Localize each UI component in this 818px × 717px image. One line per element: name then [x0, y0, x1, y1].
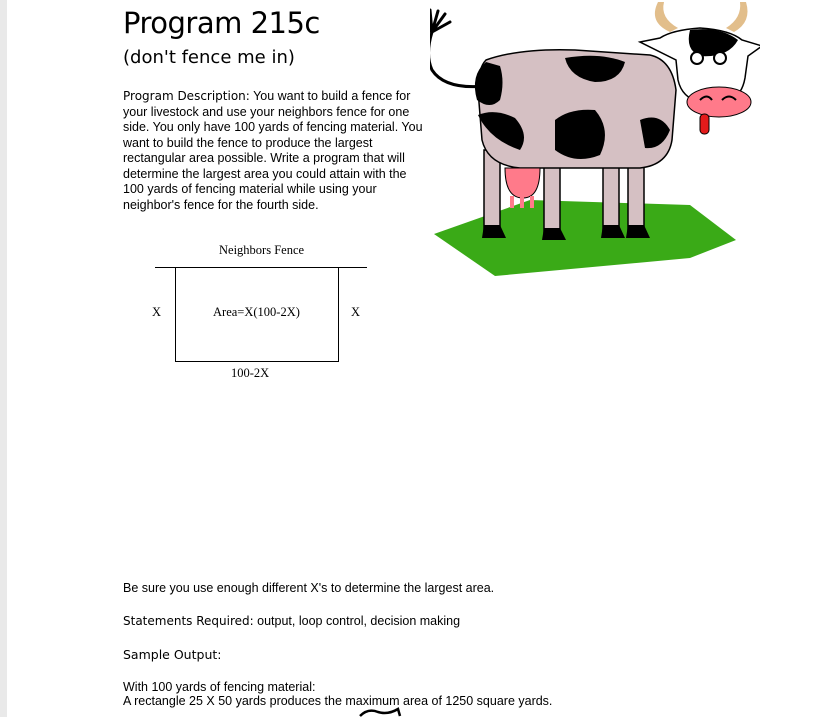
page-subtitle: (don't fence me in)	[123, 47, 295, 68]
cow-illustration	[430, 0, 760, 285]
description-text: You want to build a fence for your livestock and use your neighbors fence for one side. You only have 100 yards of fencing material. You want to build the fence to produce the largest rectangular area possible. Write a program that will determine the largest area you could attain with the 100 yards of fencing material while using your neighbor's fence for the fourth side.	[123, 89, 423, 212]
sample-output-line-2: A rectangle 25 X 50 yards produces the maximum area of 1250 square yards.	[123, 694, 553, 708]
cow-body	[475, 50, 676, 168]
page-edge	[0, 0, 7, 717]
left-side-label: X	[152, 305, 162, 319]
statements-text: output, loop control, decision making	[253, 614, 461, 628]
description-label: Program Description:	[123, 89, 250, 103]
page-title: Program 215c	[123, 6, 320, 40]
program-description	[123, 89, 423, 213]
statements-label: Statements Required:	[123, 614, 254, 628]
decorative-squiggle	[358, 706, 403, 717]
statements-required	[123, 614, 460, 628]
instruction-text: Be sure you use enough different X's to determine the largest area.	[123, 581, 495, 595]
grass-patch	[434, 200, 736, 276]
sample-output-line-1: With 100 yards of fencing material:	[123, 680, 316, 694]
sample-output-label: Sample Output:	[123, 647, 222, 662]
area-formula: Area=X(100-2X)	[213, 305, 300, 319]
neighbors-fence-label: Neighbors Fence	[219, 243, 305, 257]
bottom-side-label: 100-2X	[231, 366, 270, 380]
right-side-label: X	[351, 305, 361, 319]
